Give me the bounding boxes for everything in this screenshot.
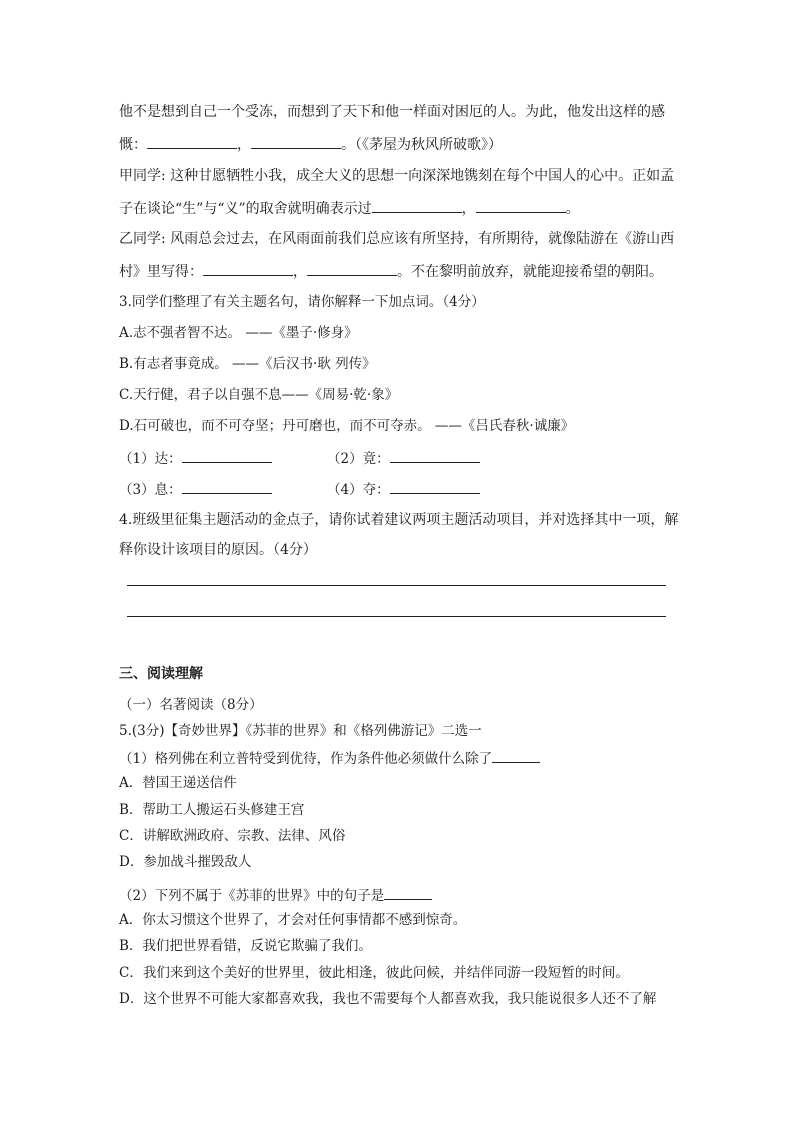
text-segment: 子在谈论“生”与“义”的取舍就明确表示过 (119, 201, 372, 217)
answer-blank[interactable] (147, 133, 237, 149)
answer-blank[interactable] (390, 478, 480, 494)
option: C．我们来到这个美好的世界里，彼此相逢，彼此问候，并结伴同游一段短暂的时间。 (119, 965, 629, 981)
text-segment: ， (461, 201, 476, 217)
question-5-stem: 5.(3分)【奇妙世界】《苏菲的世界》和《格列佛游记》二选一 (119, 723, 482, 739)
question-4-line: 4.班级里征集主题活动的金点子，请你试着建议两项主题活动项目，并对选择其中一项，解 (119, 512, 679, 528)
text-segment: 村》里写得： (119, 264, 203, 280)
fill-row (119, 447, 390, 469)
sub-question-text: （2）下列不属于《苏菲的世界》中的句子是 (119, 888, 385, 904)
option-d: D.石可破也，而不可夺坚；丹可磨也，而不可夺赤。 ——《吕氏春秋·诚廉》 (119, 418, 575, 434)
answer-blank[interactable] (251, 133, 341, 149)
option: D．这个世界不可能大家都喜欢我，我也不需要每个人都喜欢我，我只能说很多人还不了解 (119, 991, 657, 1007)
text-segment: 慨： (119, 137, 147, 153)
fill-item (327, 447, 480, 469)
text-segment: ， (237, 137, 251, 153)
text-segment: 。不在黎明前放弃，就能迎接希望的朝阳。 (397, 264, 663, 280)
text-segment: 。（《茅屋为秋风所破歌》） (341, 137, 502, 153)
sub-question (119, 747, 540, 769)
question-4-line: 释你设计该项目的原因。（4分） (119, 542, 317, 558)
option: D．参加战斗摧毁敌人 (119, 854, 252, 870)
fill-label: （4）夺： (327, 482, 390, 498)
answer-blank[interactable] (182, 447, 272, 463)
section-subtitle: （一）名著阅读（8分） (119, 697, 263, 713)
answer-blank[interactable] (372, 197, 462, 213)
option: B．帮助工人搬运石头修建王宫 (119, 802, 305, 818)
answer-blank[interactable] (384, 884, 432, 900)
text-line: 乙同学: 风雨总会过去，在风雨面前我们总应该有所坚持，有所期待，就像陆游在《游山西 (119, 231, 675, 247)
option-a: A.志不强者智不达。 ——《墨子·修身》 (119, 325, 358, 341)
fill-label: （2）竟： (327, 451, 390, 467)
fill-label: （3）息： (119, 482, 182, 498)
answer-blank[interactable] (476, 197, 566, 213)
text-segment: ， (293, 264, 307, 280)
answer-blank[interactable] (203, 260, 293, 276)
fill-label: （1）达： (119, 451, 182, 467)
answer-blank[interactable] (492, 747, 540, 763)
option: B．我们把世界看错，反说它欺骗了我们。 (119, 938, 372, 954)
option-b: B.有志者事竟成。 ——《后汉书·耿 列传》 (119, 356, 376, 372)
section-title: 三、阅读理解 (119, 666, 203, 682)
sub-question (119, 884, 432, 906)
fill-row (119, 478, 390, 500)
answer-blank[interactable] (390, 447, 480, 463)
option: A．你太习惯这个世界了，才会对任何事情都不感到惊奇。 (119, 912, 467, 928)
question-3-stem: 3.同学们整理了有关主题名句，请你解释一下加点词。（4分） (119, 294, 485, 310)
option: C．讲解欧洲政府、宗教、法律、风俗 (119, 828, 346, 844)
text-line (119, 197, 580, 219)
text-line (119, 133, 502, 155)
text-line: 甲同学: 这种甘愿牺牲小我，成全大义的思想一向深深地镌刻在每个中国人的心中。正如孟 (119, 168, 675, 184)
fill-item (327, 478, 480, 500)
text-line: 他不是想到自己一个受冻，而想到了天下和他一样面对困厄的人。为此，他发出这样的感 (119, 104, 665, 120)
sub-question-text: （1）格列佛在利立普特受到优待，作为条件他必须做什么除了 (119, 751, 493, 767)
answer-blank[interactable] (182, 478, 272, 494)
answer-line[interactable] (127, 585, 666, 586)
option: A．替国王递送信件 (119, 775, 237, 791)
answer-line[interactable] (127, 616, 666, 617)
option-c: C.天行健，君子以自强不息——《周易·乾·象》 (119, 387, 399, 403)
text-segment: 。 (565, 201, 580, 217)
text-line (119, 260, 663, 282)
answer-blank[interactable] (307, 260, 397, 276)
